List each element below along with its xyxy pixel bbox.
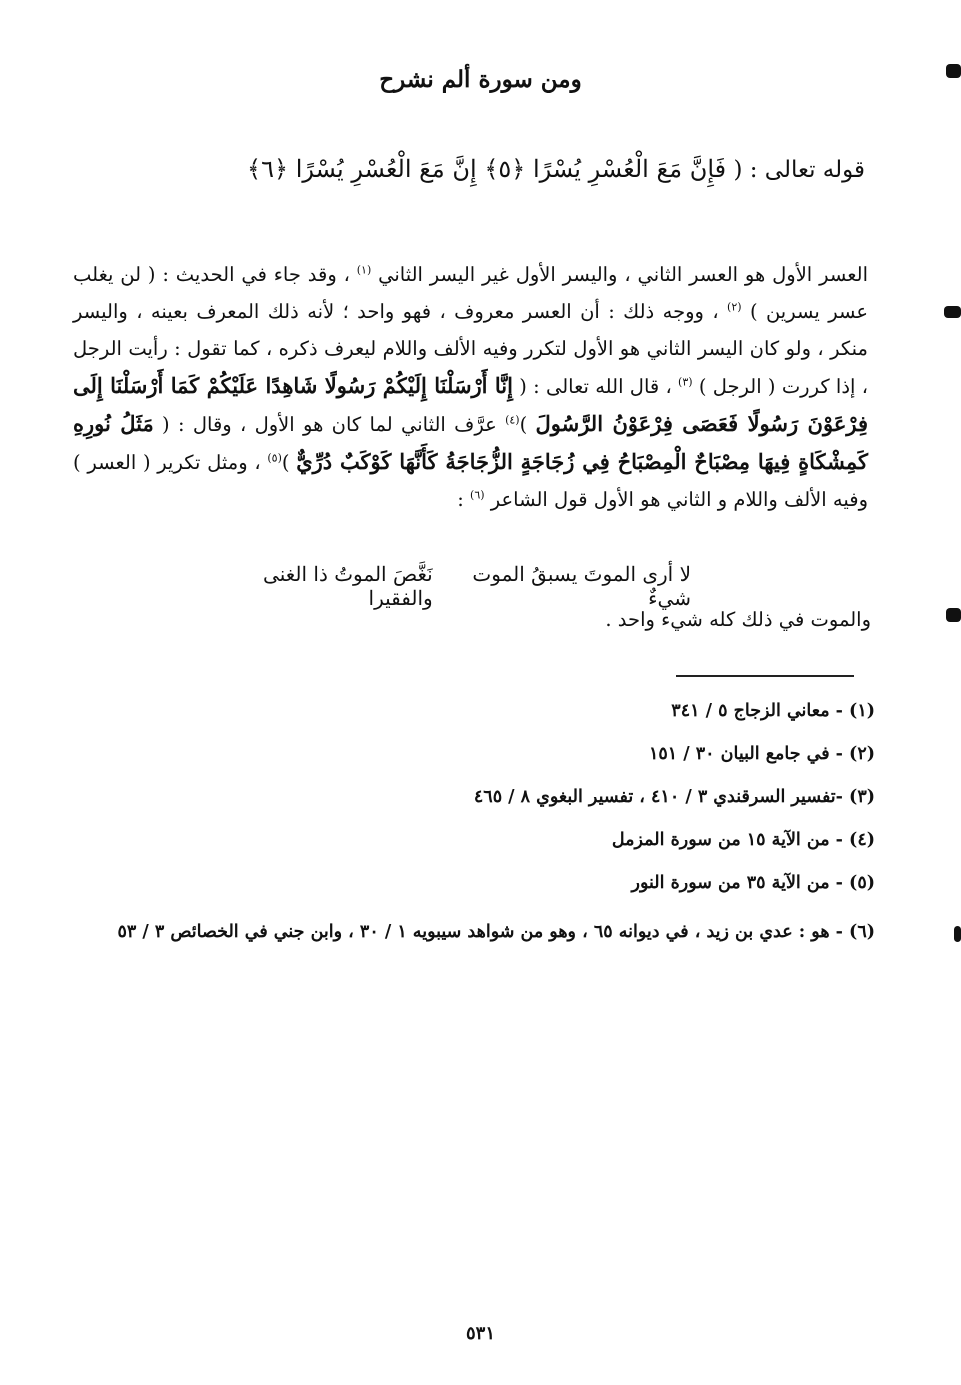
paragraph-text: ، وقد جاء في الحديث : ( لن يغلب عسر يسرين ) [73,263,868,323]
paragraph-text: عرَّف الثاني لما كان هو الأول ، وقال : ( [153,413,506,436]
quran-quote: إِنَّا أَرْسَلْنَا إِلَيْكُمْ رَسُولًا شَاهِدًا عَلَيْكُمْ كَمَا أَرْسَلْنَا إِلَى فِرْعَوْنَ رَسُولًا فَعَصَى فِرْعَوْنُ الرَّسُولَ [73,373,868,436]
paragraph-text: : [457,488,471,511]
poem-verse [201,562,691,610]
paragraph-text: ، ووجه ذلك : أن العسر معروف ، فهو واحد ؛ لأنه ذلك المعرف بعينه ، واليسر منكر ، ولو كان اليسر الثاني هو الأول لتكرر وفيه الألف واللام ليعرف ذكره ، كما تقول : رأيت الرجل ، إذا كررت ( الرجل ) [73,300,868,398]
poem-first-hemistich: لا أرى الموتَ يسبقُ الموت شيءٌ [472,562,691,610]
footnote-item: (٣) -تفسير السرقندي ٣ / ٤١٠ ، تفسير البغوي ٨ / ٤٦٥ [473,787,875,807]
footnote-item: (١) - معاني الزجاج ٥ / ٣٤١ [671,701,875,721]
verse-intro: قوله تعالى : ( [733,157,865,183]
footnote-divider [676,675,854,677]
right-edge-mark [946,608,961,622]
commentary-paragraph [73,256,868,518]
footnote-ref: (١) [356,263,372,277]
paragraph-text: العسر الأول هو العسر الثاني ، واليسر الأول غير اليسر الثاني [371,263,868,286]
page-number: ٥٣١ [465,1323,495,1344]
footnote-item: (٥) - من الآية ٣٥ من سورة النور [631,873,875,893]
right-edge-mark [944,306,961,318]
paragraph-text: ) [519,413,536,436]
footnote-ref: (٢) [727,300,742,314]
footnotes-list [85,696,875,953]
footnote-item: (٦) - هو : عدي بن زيد ، في ديوانه ٦٥ ، وهو من شواهد سيبويه ١ / ٣٠ ، وابن جني في الخصائص ٣ / ٥٣ [117,922,875,942]
poem-explanation: والموت في ذلك كله شيء واحد . [605,608,871,631]
verse-line [85,155,865,183]
surah-heading: ومن سورة ألم نشرح [379,66,582,93]
paragraph-text: ، قال الله تعالى : ( [512,375,679,398]
right-edge-mark [954,926,961,942]
footnote-ref: (٣) [678,375,693,389]
footnote-ref: (٤) [505,413,520,427]
footnote-item: (٢) - في جامع البيان ٣٠ / ١٥١ [648,744,875,764]
footnote-ref: (٦) [470,488,485,502]
paragraph-text: ، ومثل تكرير ( العسر ) وفيه الألف واللام و الثاني هو الأول قول الشاعر [73,451,868,511]
footnote-ref: (٥) [267,451,282,465]
quran-quote: مَثَلُ نُورِهِ كَمِشْكَاةٍ فِيهَا مِصْبَاحٌ الْمِصْبَاحُ فِي زُجَاجَةٍ الزُّجَاجَةُ كَأَنَّهَا كَوْكَبٌ دُرِّيٌّ [73,411,868,474]
paragraph-text: ) [281,451,297,474]
quran-verse: فَإِنَّ مَعَ الْعُسْرِ يُسْرًا ﴿٥﴾ إِنَّ مَعَ الْعُسْرِ يُسْرًا ﴿٦﴾ [247,155,727,183]
poem-second-hemistich: نَغَّصَ الموتُ ذا الغنى والفقيرا [263,562,433,610]
footnote-item: (٤) - من الآية ١٥ من سورة المزمل [611,830,875,850]
